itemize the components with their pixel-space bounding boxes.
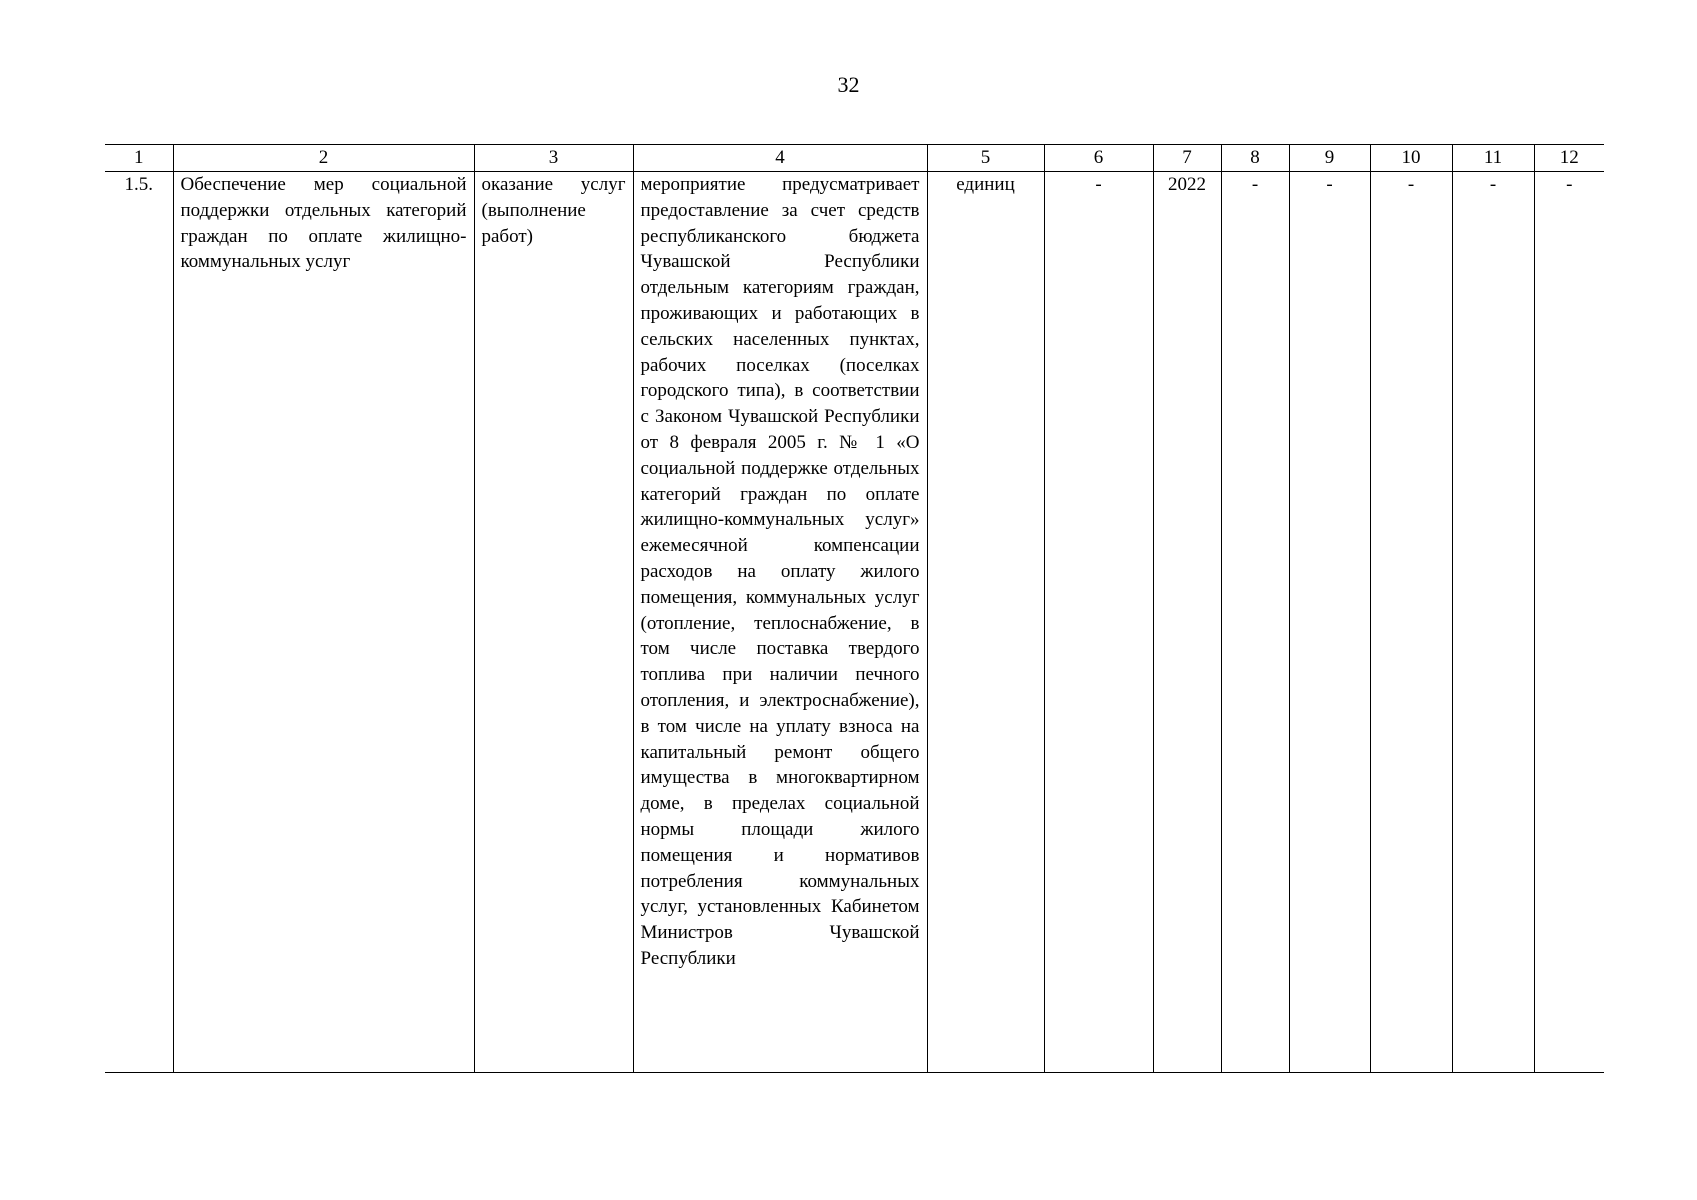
cell-col-8: - — [1221, 172, 1289, 1073]
program-table — [105, 144, 1604, 1073]
table-row — [105, 172, 1604, 1073]
row-number: 1.5. — [105, 172, 173, 1073]
column-header-5: 5 — [927, 145, 1044, 172]
measure-name: Обеспечение мер социальной поддержки отдельных категорий граждан по оплате жилищно-коммунальных услуг — [173, 172, 474, 1073]
cell-col-10: - — [1370, 172, 1452, 1073]
column-header-12: 12 — [1534, 145, 1604, 172]
column-header-1: 1 — [105, 145, 173, 172]
column-header-7: 7 — [1153, 145, 1221, 172]
measure-type: оказание услуг (выполнение работ) — [474, 172, 633, 1073]
column-header-4: 4 — [633, 145, 927, 172]
cell-col-6: - — [1044, 172, 1153, 1073]
column-header-9: 9 — [1289, 145, 1370, 172]
column-header-10: 10 — [1370, 145, 1452, 172]
column-header-8: 8 — [1221, 145, 1289, 172]
unit-cell: единиц — [927, 172, 1044, 1073]
cell-col-9: - — [1289, 172, 1370, 1073]
cell-col-7: 2022 — [1153, 172, 1221, 1073]
column-header-3: 3 — [474, 145, 633, 172]
column-header-6: 6 — [1044, 145, 1153, 172]
column-header-2: 2 — [173, 145, 474, 172]
cell-col-12: - — [1534, 172, 1604, 1073]
measure-description: мероприятие предусматривает предоставление за счет средств республиканского бюджета Чувашской Республики отдельным категориям граждан, проживающих и работающих в сельских населенных пунктах, рабочих поселках (поселках городского типа), в соответствии с Законом Чувашской Республики от 8 февраля 2005 г. № 1 «О социальной поддержке отдельных категорий граждан по оплате жилищно-коммунальных услуг» ежемесячной компенсации расходов на оплату жилого помещения, коммунальных услуг (отопление, теплоснабжение, в том числе поставка твердого топлива при наличии печного отопления, и электроснабжение), в том числе на уплату взноса на капитальный ремонт общего имущества в многоквартирном доме, в пределах социальной нормы площади жилого помещения и нормативов потребления коммунальных услуг, установленных Кабинетом Министров Чувашской Республики — [633, 172, 927, 1073]
column-header-11: 11 — [1452, 145, 1534, 172]
column-number-row — [105, 145, 1604, 172]
cell-col-11: - — [1452, 172, 1534, 1073]
page-number: 32 — [837, 72, 860, 97]
